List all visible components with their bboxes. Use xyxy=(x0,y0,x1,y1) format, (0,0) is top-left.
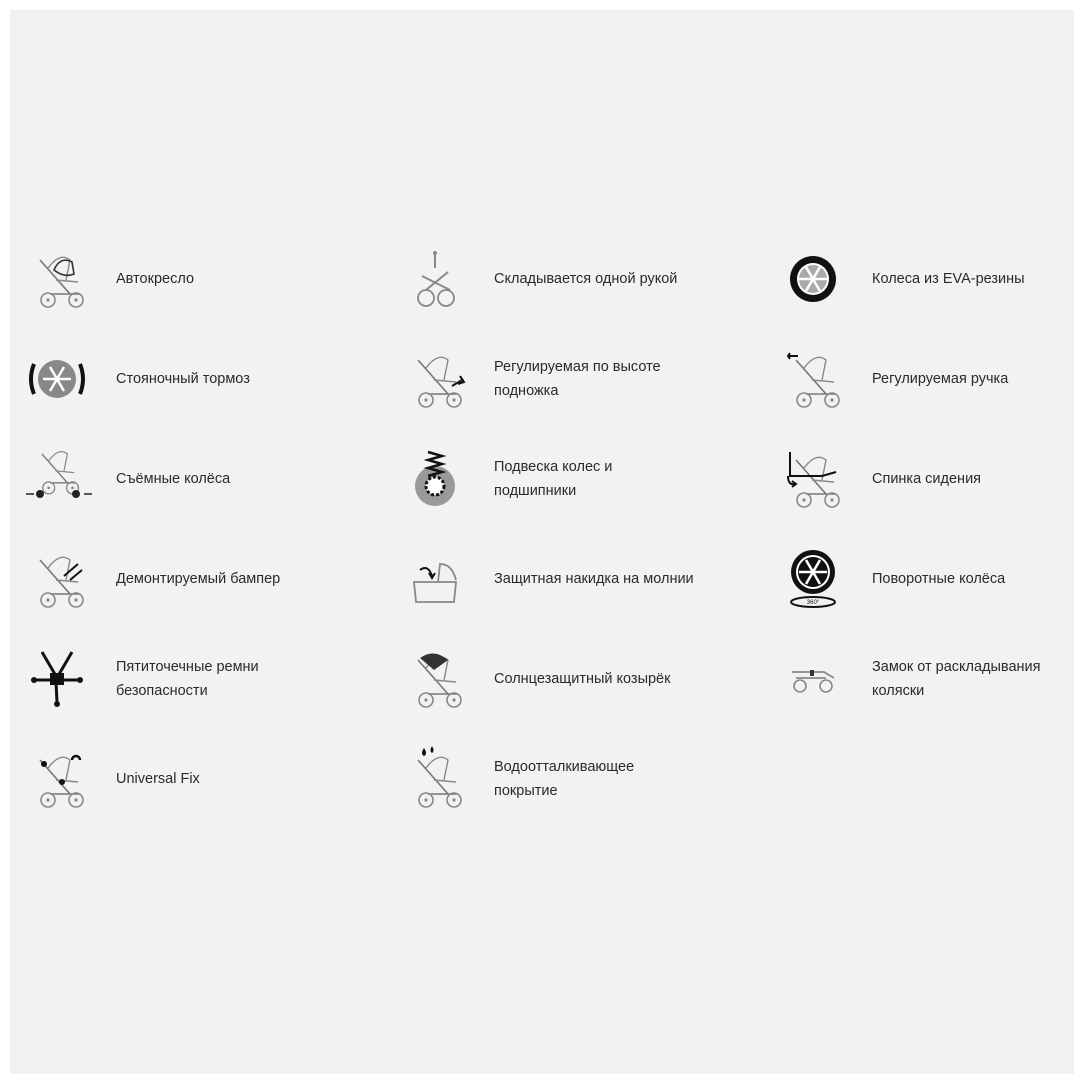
feature-label: Universal Fix xyxy=(116,771,200,787)
feature-label: Складывается одной рукой xyxy=(494,271,678,287)
footrest-icon xyxy=(404,346,466,412)
feature-sun-canopy xyxy=(390,644,730,714)
feature-label: Регулируемая по высоте подножка xyxy=(494,359,661,399)
feature-zip-cover xyxy=(390,544,730,614)
feature-label: Спинка сидения xyxy=(872,471,982,487)
feature-harness xyxy=(12,644,352,714)
feature-suspension xyxy=(390,444,730,514)
feature-removable-wheels xyxy=(12,444,352,514)
feature-removable-bumper xyxy=(12,544,352,614)
feature-label: Автокресло xyxy=(116,271,195,287)
bumper-icon xyxy=(26,546,88,612)
feature-water-repellent xyxy=(390,744,730,814)
feature-label: Защитная накидка на молнии xyxy=(494,571,694,587)
feature-car-seat xyxy=(12,244,352,314)
harness-icon xyxy=(26,646,88,712)
feature-label: Колеса из EVA-резины xyxy=(872,271,1025,287)
feature-label: Поворотные колёса xyxy=(872,571,1006,587)
feature-adjustable-footrest xyxy=(390,344,730,414)
feature-seat-back xyxy=(768,444,1084,514)
universal-fix-icon xyxy=(26,746,88,812)
removable-wheels-icon xyxy=(26,446,88,512)
feature-universal-fix xyxy=(12,744,352,814)
feature-label: Стояночный тормоз xyxy=(116,371,250,387)
carrycot-cover-icon xyxy=(404,546,466,612)
feature-one-hand-fold xyxy=(390,244,730,314)
seat-back-icon xyxy=(782,446,844,512)
swivel-badge: 360° xyxy=(806,600,820,606)
feature-parking-brake xyxy=(12,344,352,414)
feature-label: Демонтируемый бампер xyxy=(116,571,281,587)
features-panel xyxy=(10,10,1074,1074)
handle-icon xyxy=(782,346,844,412)
feature-label: Регулируемая ручка xyxy=(872,371,1009,387)
canopy-icon xyxy=(404,646,466,712)
fold-icon xyxy=(404,246,466,312)
feature-fold-lock xyxy=(768,644,1084,714)
feature-eva-wheels xyxy=(768,244,1084,314)
suspension-icon xyxy=(404,446,466,512)
feature-label: Подвеска колес и подшипники xyxy=(494,459,613,499)
feature-label: Водоотталкивающее покрытие xyxy=(494,759,635,799)
eva-wheel-icon xyxy=(782,246,844,312)
car-seat-icon xyxy=(26,246,88,312)
feature-label: Съёмные колёса xyxy=(116,471,231,487)
fold-lock-icon xyxy=(782,646,844,712)
swivel-wheel-icon xyxy=(782,546,844,612)
feature-swivel-wheels xyxy=(768,544,1084,614)
water-drop-icon xyxy=(404,746,466,812)
feature-label: Солнцезащитный козырёк xyxy=(494,671,671,687)
brake-icon xyxy=(26,346,88,412)
feature-label: Замок от раскладывания коляски xyxy=(872,659,1041,699)
feature-label: Пятиточечные ремни безопасности xyxy=(116,659,259,699)
feature-adjustable-handle xyxy=(768,344,1084,414)
